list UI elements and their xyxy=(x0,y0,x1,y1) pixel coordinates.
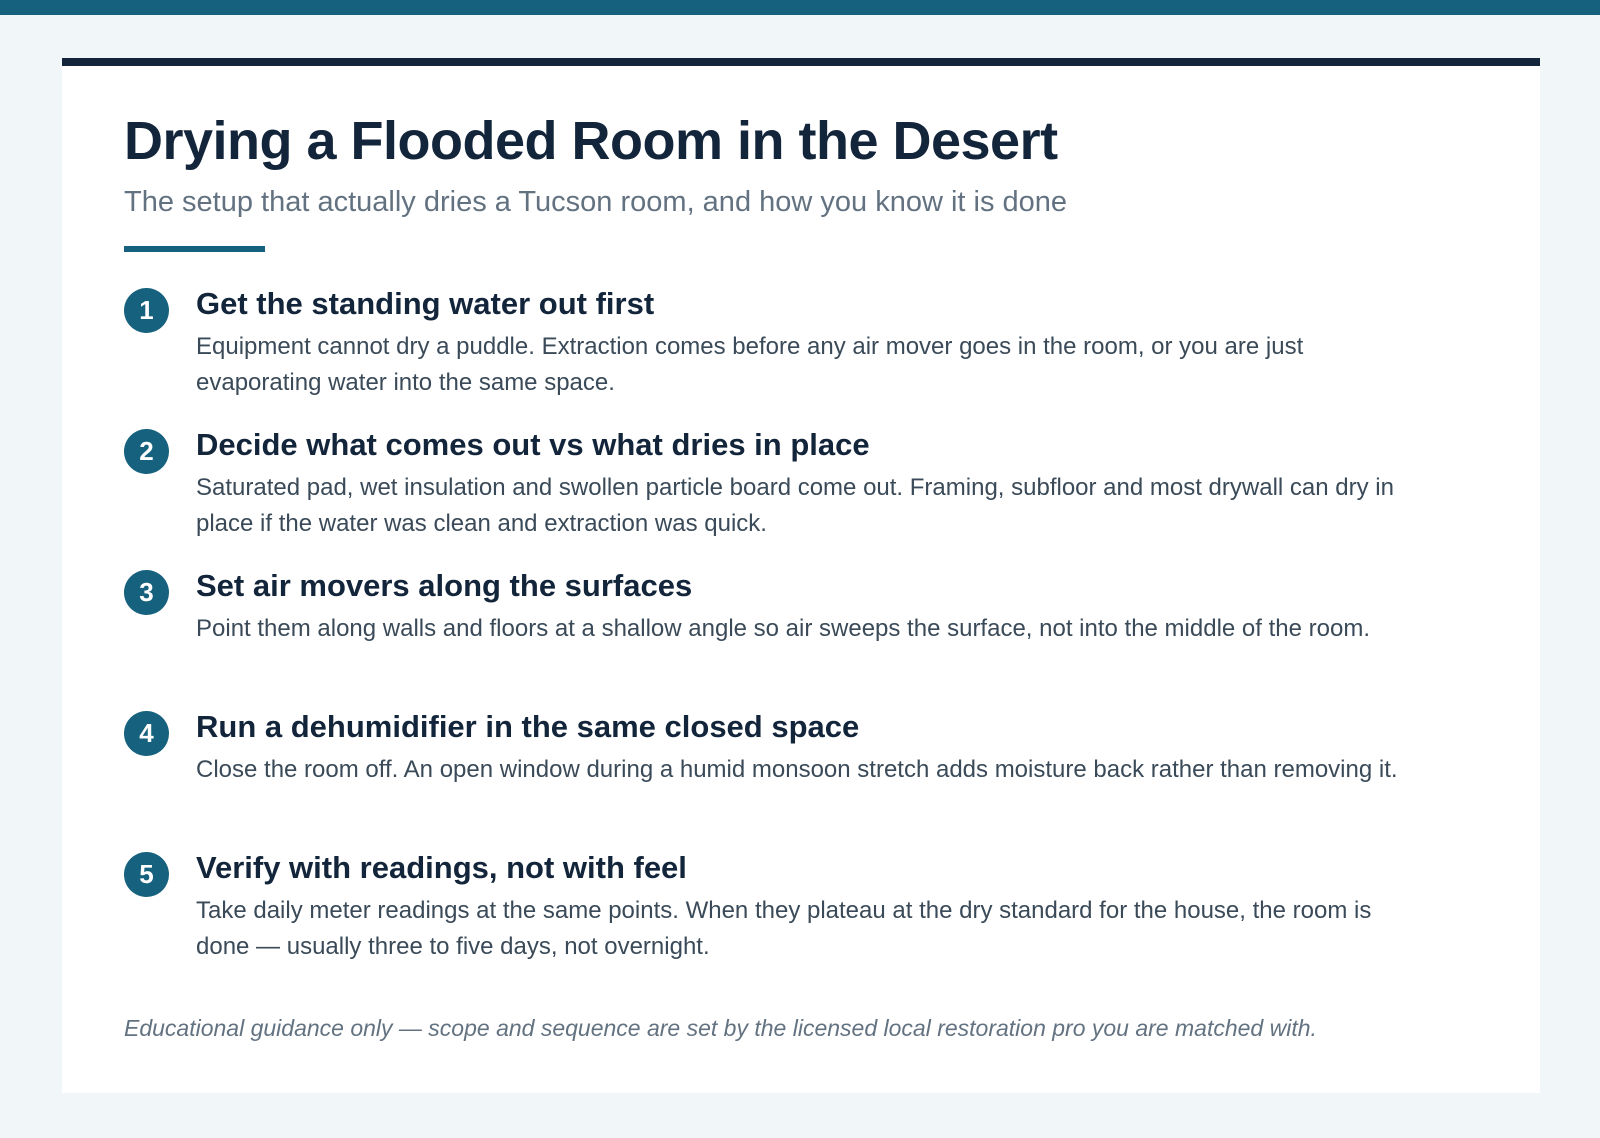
step-heading: Set air movers along the surfaces xyxy=(196,568,693,603)
page-title: Drying a Flooded Room in the Desert xyxy=(124,111,1058,171)
step-heading: Verify with readings, not with feel xyxy=(196,850,687,885)
step-heading: Decide what comes out vs what dries in place xyxy=(196,427,870,462)
top-accent-bar xyxy=(0,0,1600,15)
step-description: Close the room off. An open window during a humid monsoon stretch adds moisture back rather than removing it. xyxy=(196,756,1398,783)
step-description: Point them along walls and floors at a shallow angle so air sweeps the surface, not into the middle of the room. xyxy=(196,615,1370,642)
step-heading: Get the standing water out first xyxy=(196,286,655,321)
step-description: Take daily meter readings at the same points. When they plateau at the dry standard for the house, the room is done — usually three to five days, not overnight. xyxy=(196,897,1372,960)
disclaimer-footnote: Educational guidance only — scope and sequence are set by the licensed local restoration pro you are matched with. xyxy=(124,1015,1317,1041)
step-number-badge: 2 xyxy=(124,429,169,474)
step-description: Equipment cannot dry a puddle. Extraction comes before any air mover goes in the room, or you are just evaporating water into the same space. xyxy=(196,333,1304,396)
step-description: Saturated pad, wet insulation and swollen particle board come out. Framing, subfloor and most drywall can dry in place if the water was clean and extraction was quick. xyxy=(196,474,1394,537)
step-number-badge: 4 xyxy=(124,711,169,756)
step-number-badge: 3 xyxy=(124,570,169,615)
step-heading: Run a dehumidifier in the same closed space xyxy=(196,709,860,744)
content-card xyxy=(62,58,1540,1093)
accent-divider xyxy=(124,246,265,252)
step-number-badge: 1 xyxy=(124,288,169,333)
page-subtitle: The setup that actually dries a Tucson room, and how you know it is done xyxy=(124,186,1068,218)
step-number-badge: 5 xyxy=(124,852,169,897)
